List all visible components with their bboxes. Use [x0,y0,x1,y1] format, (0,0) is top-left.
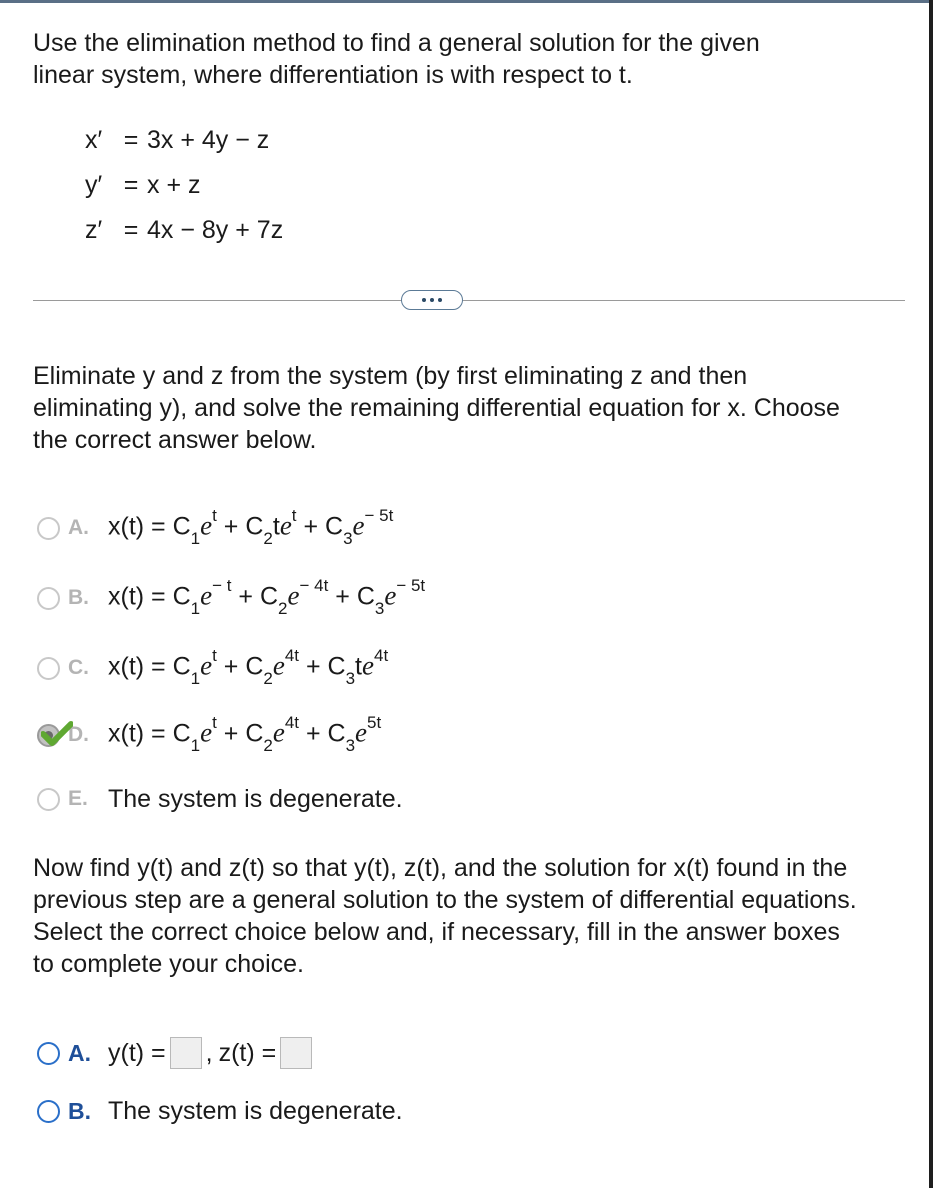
correct-checkmark-icon [41,721,73,747]
z-label: z(t) = [218,1038,277,1067]
radio-button[interactable] [37,1100,60,1123]
equation-rhs: 4x − 8y + 7z [147,216,284,244]
step1-line-2: eliminating y), and solve the remaining differential equation for x. Choose [33,394,840,422]
choice-letter: A. [68,516,89,539]
ellipsis-icon-dot [438,298,442,302]
equation-lhs: x′ [85,126,103,154]
equation-z [85,208,283,253]
step2-line-2: previous step are a general solution to the system of differential equations. [33,886,857,914]
answer-expression: $x(t) = C_1e^t + C_2e^{4t} + C_3te^{4t}$ [108,646,389,688]
radio-button[interactable] [37,517,60,540]
equation-x [85,118,283,163]
choice-a[interactable] [37,508,393,548]
ellipsis-icon-dot [430,298,434,302]
equals-sign: = [123,216,139,244]
section-divider [33,300,905,301]
equation-y [85,163,283,208]
ellipsis-icon [422,298,426,302]
show-more-button[interactable] [401,290,463,310]
choice-letter: A. [68,1039,91,1066]
y-answer-box[interactable] [170,1037,202,1069]
equals-sign: = [123,171,139,199]
answer-expression: $x(t) = C_1e^{- t} + C_2e^{- 4t} + C_3e^{- 5t}$ [108,576,426,618]
step1-line-3: the correct answer below. [33,426,317,454]
step2-choice-b[interactable] [37,1091,403,1131]
equation-rhs: x + z [147,171,201,199]
equation-lhs: y′ [85,171,103,199]
equation-lhs: z′ [85,216,103,244]
prompt-line-1: Use the elimination method to find a general solution for the given [33,29,760,57]
equals-sign: = [123,126,139,154]
problem-prompt [33,27,853,91]
y-label: y(t) = [108,1038,166,1067]
step2-line-1: Now find y(t) and z(t) so that y(t), z(t), and the solution for x(t) found in the [33,854,848,882]
choice-letter: B. [68,586,89,609]
answer-expression: $x(t) = C_1e^t + C_2e^{4t} + C_3e^{5t}$ [108,713,382,755]
step1-question [33,360,893,456]
answer-text: The system is degenerate. [108,1096,403,1125]
choice-c[interactable] [37,648,388,688]
separator-comma: , [205,1038,213,1067]
radio-button[interactable] [37,788,60,811]
choice-e[interactable] [37,779,403,819]
step2-line-4: to complete your choice. [33,950,304,978]
equation-system [85,118,283,253]
step2-line-3: Select the correct choice below and, if necessary, fill in the answer boxes [33,918,840,946]
choice-letter: E. [68,787,88,810]
choice-letter: D. [68,723,89,746]
radio-button[interactable] [37,587,60,610]
radio-button[interactable] [37,1042,60,1065]
z-answer-box[interactable] [280,1037,312,1069]
prompt-line-2: linear system, where differentiation is with respect to t. [33,61,633,89]
choice-d[interactable] [37,715,381,755]
radio-button[interactable] [37,657,60,680]
step1-line-1: Eliminate y and z from the system (by first eliminating z and then [33,362,748,390]
choice-b[interactable] [37,578,425,618]
choice-letter: C. [68,656,89,679]
step2-question [33,852,903,980]
step2-choice-a[interactable] [37,1033,316,1073]
right-border [929,0,933,1188]
top-border [0,0,933,3]
choice-letter: B. [68,1097,91,1124]
answer-expression: $x(t) = C_1e^t + C_2te^t + C_3e^{- 5t}$ [108,506,394,548]
equation-rhs: 3x + 4y − z [147,126,270,154]
answer-text: The system is degenerate. [108,784,403,813]
